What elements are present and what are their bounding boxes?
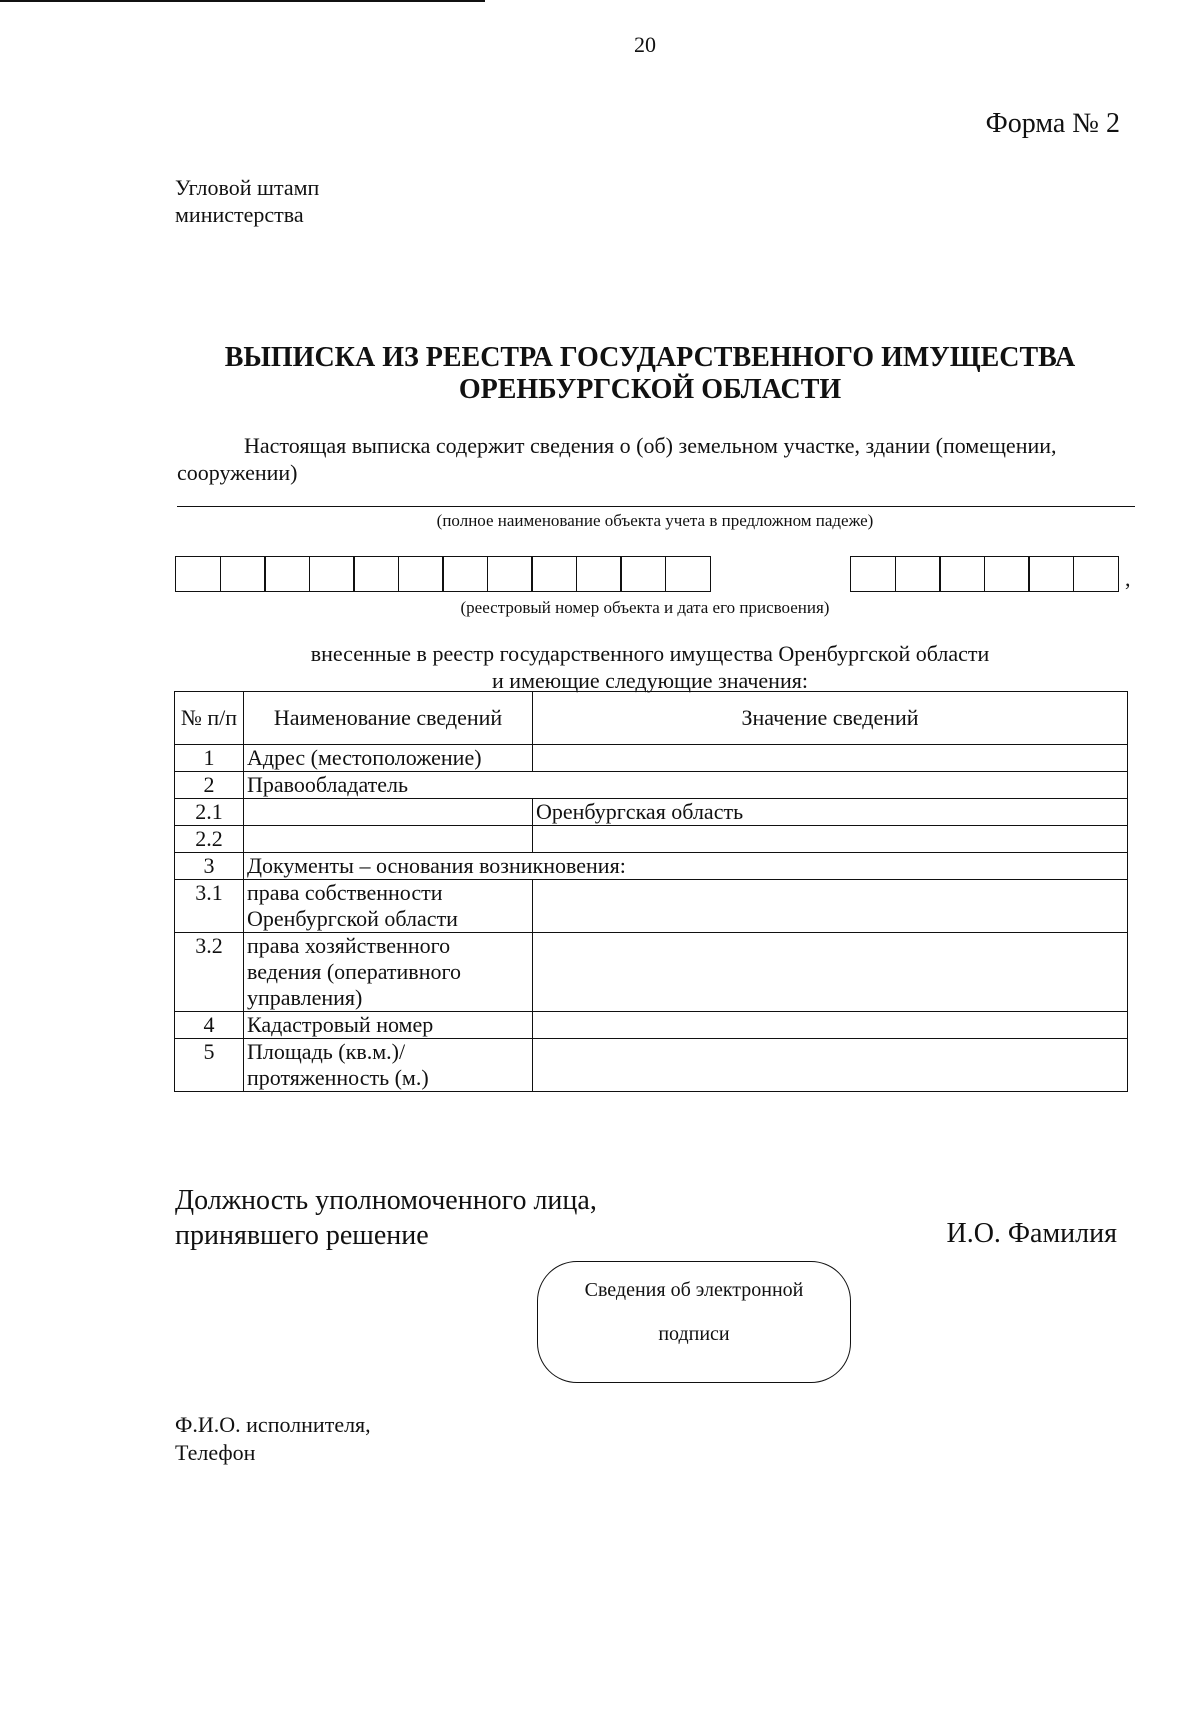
registry-date-boxes: [850, 556, 1117, 594]
registry-number-caption: (реестровый номер объекта и дата его присвоения): [460, 598, 830, 617]
e-signature-line-2: подписи: [658, 1323, 730, 1345]
registry-number-cell[interactable]: [220, 556, 266, 592]
intro-text: Настоящая выписка содержит сведения о (об) земельном участке, здании (помещении, сооружении): [177, 433, 1057, 485]
executor-line-1: Ф.И.О. исполнителя,: [175, 1412, 371, 1437]
row-number: 2.2: [175, 826, 244, 853]
registry-number-cell[interactable]: [442, 556, 488, 592]
row-name: Адрес (местоположение): [244, 745, 533, 772]
row-value[interactable]: [533, 880, 1128, 933]
registry-number-cell[interactable]: [264, 556, 310, 592]
row-value[interactable]: [533, 1039, 1128, 1092]
form-number: Форма № 2: [985, 108, 1120, 139]
table-header-row: [175, 692, 1128, 745]
signer-position: [175, 1183, 597, 1253]
registry-date-cell[interactable]: [850, 556, 896, 592]
row-name: права собственности Оренбургской области: [244, 880, 533, 933]
registry-number-cell[interactable]: [353, 556, 399, 592]
registry-number-cell[interactable]: [665, 556, 711, 592]
registry-number-cell[interactable]: [398, 556, 444, 592]
registry-number-cell[interactable]: [620, 556, 666, 592]
header-value: Значение сведений: [533, 692, 1128, 745]
header-num: № п/п: [175, 692, 244, 745]
row-value[interactable]: Оренбургская область: [533, 799, 1128, 826]
table-row: [175, 772, 1128, 799]
row-number: 3: [175, 853, 244, 880]
e-signature-box: [537, 1261, 851, 1383]
corner-stamp-line-2: министерства: [175, 202, 304, 227]
executor-info: [175, 1411, 371, 1467]
table-row: [175, 799, 1128, 826]
registry-date-cell[interactable]: [939, 556, 985, 592]
row-number: 2.1: [175, 799, 244, 826]
page-number: 20: [634, 32, 656, 57]
table-body: [175, 745, 1128, 1092]
row-number: 2: [175, 772, 244, 799]
corner-stamp: [175, 174, 319, 228]
signer-position-line-1: Должность уполномоченного лица,: [175, 1185, 597, 1216]
info-table: [174, 691, 1128, 1092]
entered-line-1: внесенные в реестр государственного имущества Оренбургской области: [310, 641, 990, 666]
title-line-1: ВЫПИСКА ИЗ РЕЕСТРА ГОСУДАРСТВЕННОГО ИМУЩЕСТВА: [224, 342, 1076, 373]
registry-date-cell[interactable]: [1028, 556, 1074, 592]
registry-date-cell[interactable]: [984, 556, 1030, 592]
row-number: 3.2: [175, 933, 244, 1012]
registry-number-cell[interactable]: [487, 556, 533, 592]
row-value[interactable]: [533, 1012, 1128, 1039]
table-row: [175, 853, 1128, 880]
corner-stamp-line-1: Угловой штамп: [175, 175, 320, 200]
row-name: права хозяйственного ведения (оперативного управления): [244, 933, 533, 1012]
table-row: [175, 826, 1128, 853]
row-name: Площадь (кв.м.)/ протяженность (м.): [244, 1039, 533, 1092]
row-name: Кадастровый номер: [244, 1012, 533, 1039]
row-value[interactable]: [533, 826, 1128, 853]
object-name-caption: (полное наименование объекта учета в предложном падеже): [436, 511, 874, 530]
row-name: Правообладатель: [244, 772, 1128, 799]
signer-position-line-2: принявшего решение: [175, 1220, 429, 1251]
top-border-line: [0, 0, 485, 2]
registry-number-cell[interactable]: [576, 556, 622, 592]
registry-number-boxes: [175, 556, 709, 594]
document-title: [150, 342, 1150, 406]
registry-date-cell[interactable]: [895, 556, 941, 592]
title-line-2: ОРЕНБУРГСКОЙ ОБЛАСТИ: [458, 374, 842, 405]
table-row: [175, 880, 1128, 933]
table-row: [175, 1039, 1128, 1092]
entered-text: [200, 640, 1100, 694]
registry-number-cell[interactable]: [309, 556, 355, 592]
executor-line-2: Телефон: [175, 1440, 256, 1465]
registry-number-cell[interactable]: [531, 556, 577, 592]
row-name: [244, 799, 533, 826]
row-value[interactable]: [533, 745, 1128, 772]
entered-line-2: и имеющие следующие значения:: [492, 668, 808, 693]
row-number: 5: [175, 1039, 244, 1092]
table-row: [175, 745, 1128, 772]
row-number: 3.1: [175, 880, 244, 933]
comma: ,: [1125, 566, 1131, 591]
row-name: Документы – основания возникновения:: [244, 853, 1128, 880]
table-row: [175, 1012, 1128, 1039]
object-name-fill-line[interactable]: [177, 506, 1135, 507]
row-number: 1: [175, 745, 244, 772]
row-name: [244, 826, 533, 853]
header-name: Наименование сведений: [244, 692, 533, 745]
signer-name: И.О. Фамилия: [946, 1218, 1117, 1249]
row-number: 4: [175, 1012, 244, 1039]
row-value[interactable]: [533, 933, 1128, 1012]
registry-number-cell[interactable]: [175, 556, 221, 592]
table-row: [175, 933, 1128, 1012]
e-signature-line-1: Сведения об электронной: [584, 1279, 804, 1301]
registry-date-cell[interactable]: [1073, 556, 1119, 592]
